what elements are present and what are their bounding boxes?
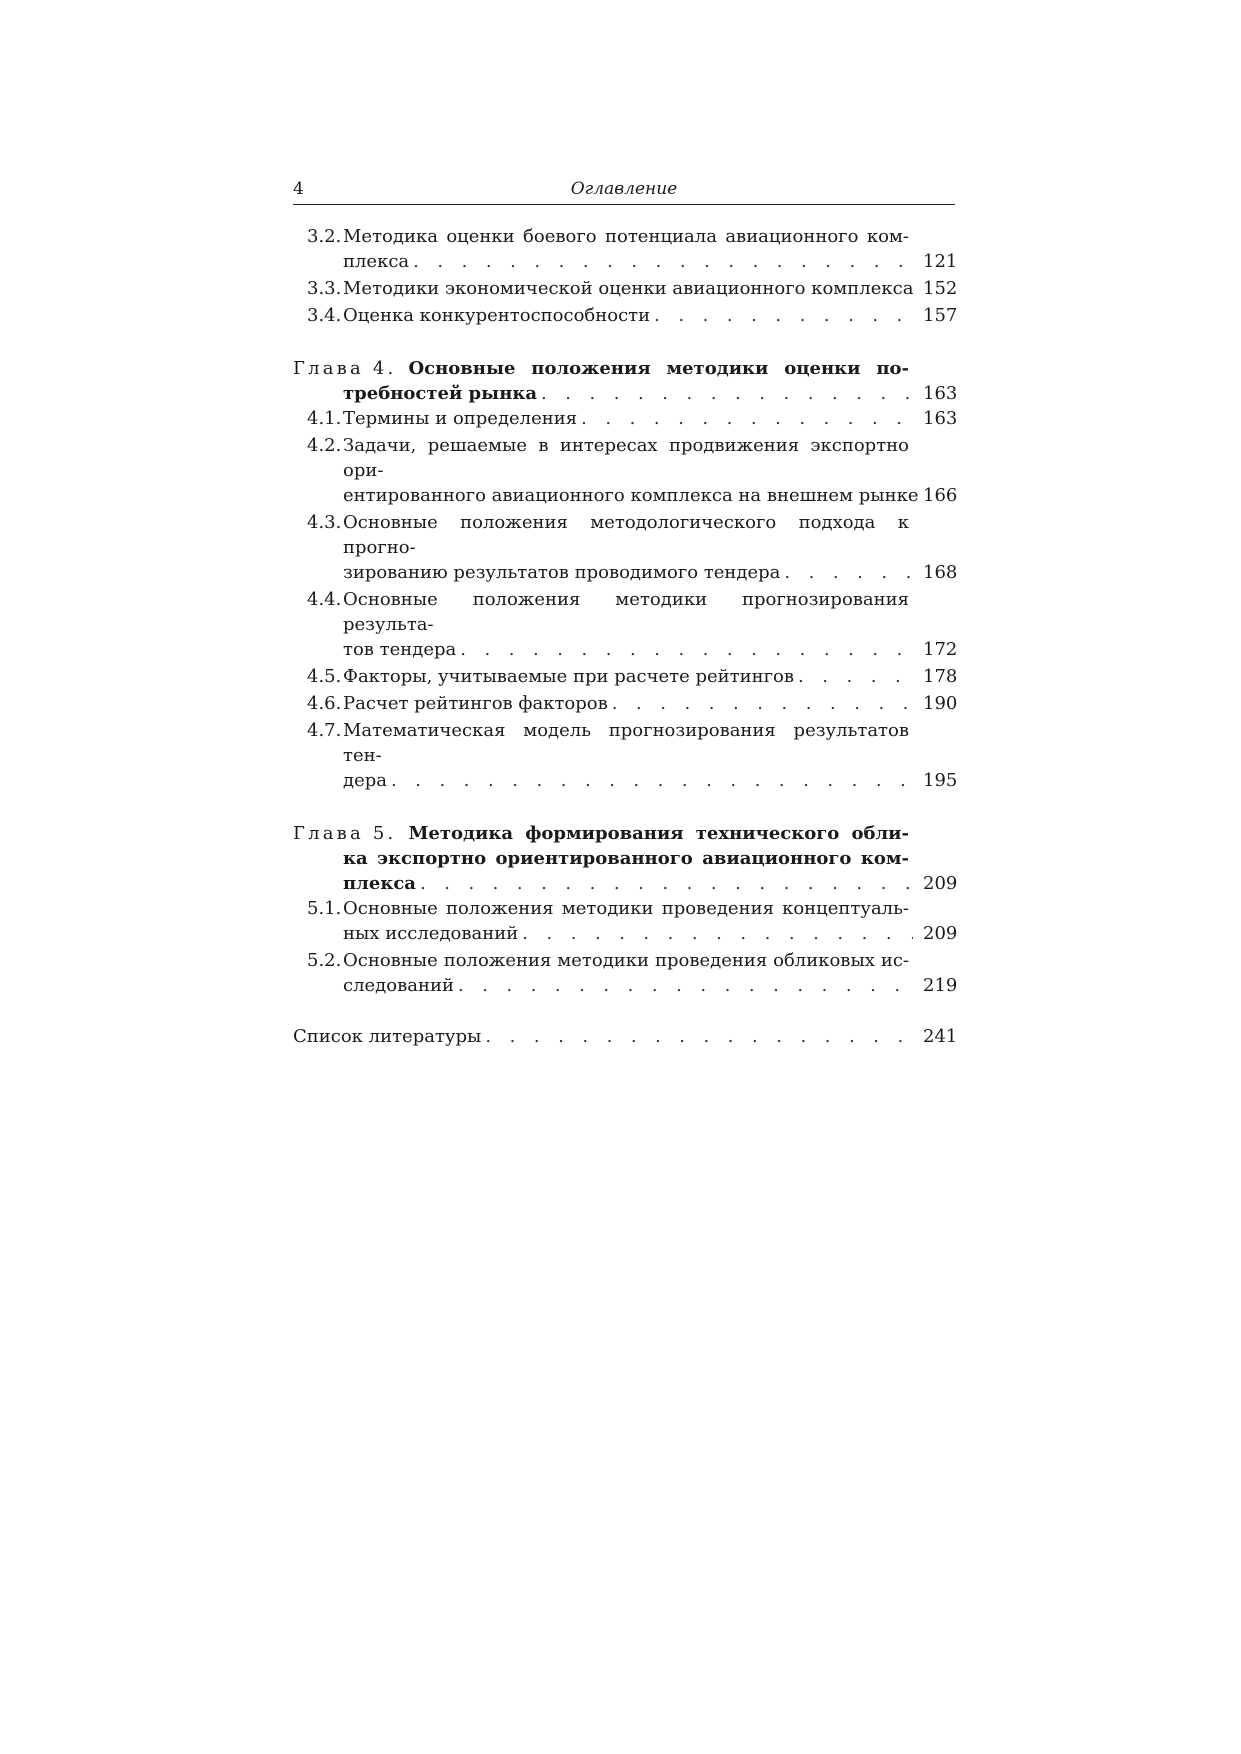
toc-entry-3-2[interactable] <box>293 224 958 274</box>
section-number: 3.4. <box>307 305 342 326</box>
page-ref: 168 <box>923 562 958 583</box>
section-title-line: плекса <box>343 251 410 272</box>
running-head <box>293 178 955 205</box>
toc-entry-4-7[interactable] <box>293 718 958 793</box>
toc-entry-4-4[interactable] <box>293 587 958 662</box>
table-of-contents <box>293 224 958 1049</box>
running-title: Оглавление <box>570 179 678 199</box>
page-ref: 190 <box>923 693 958 714</box>
dot-leader <box>798 664 913 689</box>
page-ref: 152 <box>923 278 958 299</box>
dot-leader <box>458 973 913 998</box>
section-number: 4.6. <box>307 693 342 714</box>
dot-leader <box>541 381 913 406</box>
document-page <box>293 178 958 1049</box>
section-title-line: дера <box>343 770 387 791</box>
chapter-title-line: плекса <box>343 873 416 894</box>
page-ref: 163 <box>923 383 958 404</box>
section-number: 3.3. <box>307 278 342 299</box>
section-title-line: тов тендера <box>343 639 457 660</box>
section-title-line: Основные положения методики проведения обликовых ис- <box>343 950 909 971</box>
toc-entry-3-4[interactable] <box>293 303 958 328</box>
dot-leader <box>522 921 913 946</box>
section-title-line: следований <box>343 975 454 996</box>
chapter-title-line: Основные положения методики оценки по- <box>408 358 909 379</box>
toc-entry-5-1[interactable] <box>293 896 958 946</box>
page-ref: 163 <box>923 408 958 429</box>
section-title-line: Оценка конкурентоспособности <box>343 305 651 326</box>
toc-chapter-5[interactable] <box>293 821 958 896</box>
toc-entry-3-3[interactable] <box>293 276 958 301</box>
toc-entry-5-2[interactable] <box>293 948 958 998</box>
dot-leader <box>581 406 913 431</box>
dot-leader <box>420 871 913 896</box>
page-ref: 172 <box>923 639 958 660</box>
section-number: 5.2. <box>307 950 342 971</box>
section-title-line: Факторы, учитываемые при расчете рейтингов <box>343 666 794 687</box>
bibliography-label: Список литературы <box>293 1026 482 1047</box>
section-title-line: Основные положения методики прогнозирования результа- <box>343 589 909 635</box>
dot-leader <box>784 560 913 585</box>
page-ref: 166 <box>923 485 958 506</box>
section-title-line: Методика оценки боевого потенциала авиационного ком- <box>343 226 909 247</box>
toc-entry-4-5[interactable] <box>293 664 958 689</box>
page-ref: 241 <box>923 1026 958 1047</box>
toc-chapter-4[interactable] <box>293 356 958 406</box>
section-number: 4.4. <box>307 589 342 610</box>
page-ref: 219 <box>923 975 958 996</box>
toc-entry-4-2[interactable] <box>293 433 958 508</box>
section-title-line: Задачи, решаемые в интересах продвижения экспортно ори- <box>343 435 909 481</box>
page-ref: 209 <box>923 923 958 944</box>
dot-leader <box>612 691 913 716</box>
section-title-line: ных исследований <box>343 923 519 944</box>
chapter-label: Глава 5. <box>293 823 397 844</box>
dot-leader <box>413 249 913 274</box>
section-title-line: Основные положения методики проведения концептуаль- <box>343 898 909 919</box>
section-number: 3.2. <box>307 226 342 247</box>
dot-leader <box>485 1024 913 1049</box>
dot-leader <box>391 768 913 793</box>
page-number: 4 <box>293 179 304 199</box>
section-number: 4.7. <box>307 720 342 741</box>
section-title-line: Основные положения методологического подхода к прогно- <box>343 512 909 558</box>
section-title-line: Расчет рейтингов факторов <box>343 693 608 714</box>
page-ref: 178 <box>923 666 958 687</box>
section-number: 4.5. <box>307 666 342 687</box>
section-title-line: ентированного авиационного комплекса на внешнем рынке <box>343 485 919 506</box>
toc-entry-4-1[interactable] <box>293 406 958 431</box>
toc-entry-bibliography[interactable] <box>293 1024 958 1049</box>
section-number: 5.1. <box>307 898 342 919</box>
toc-entry-4-3[interactable] <box>293 510 958 585</box>
section-title-line: Термины и определения <box>343 408 578 429</box>
section-number: 4.3. <box>307 512 342 533</box>
chapter-title-line: Методика формирования технического обли- <box>408 823 909 844</box>
chapter-title-line: ка экспортно ориентированного авиационного ком- <box>343 848 909 869</box>
chapter-title-line: требностей рынка <box>343 383 538 404</box>
chapter-label: Глава 4. <box>293 358 397 379</box>
section-number: 4.2. <box>307 435 342 456</box>
page-ref: 195 <box>923 770 958 791</box>
section-title-line: Математическая модель прогнозирования результатов тен- <box>343 720 909 766</box>
dot-leader <box>654 303 913 328</box>
dot-leader <box>460 637 913 662</box>
page-ref: 121 <box>923 251 958 272</box>
page-ref: 157 <box>923 305 958 326</box>
page-ref: 209 <box>923 873 958 894</box>
section-title-line: Методики экономической оценки авиационного комплекса <box>343 278 914 299</box>
section-title-line: зированию результатов проводимого тендера <box>343 562 781 583</box>
toc-entry-4-6[interactable] <box>293 691 958 716</box>
section-number: 4.1. <box>307 408 342 429</box>
